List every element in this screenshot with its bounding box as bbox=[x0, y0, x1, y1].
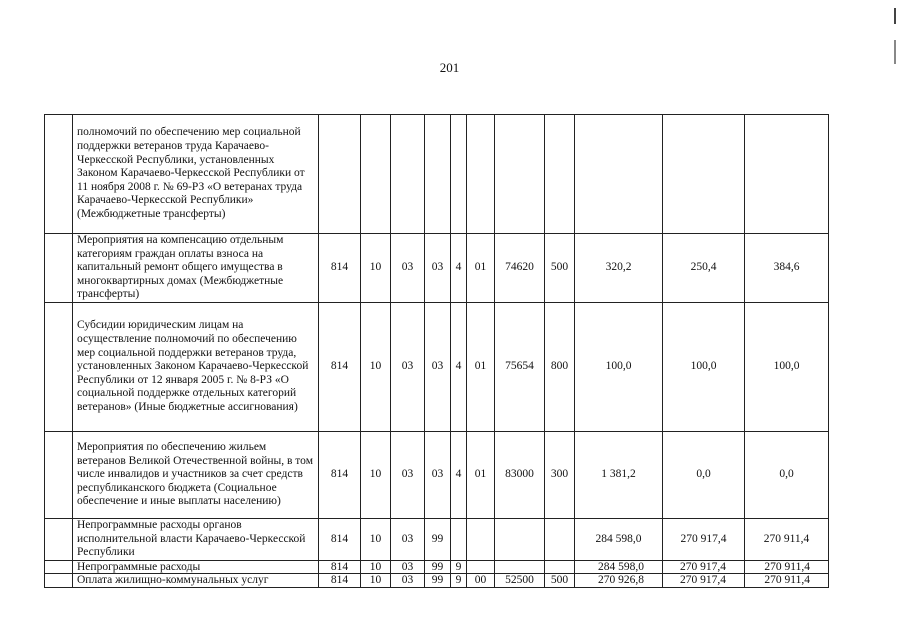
code-ministry: 814 bbox=[319, 234, 361, 303]
code-expense-type: 300 bbox=[545, 432, 575, 519]
amount-year-3: 0,0 bbox=[745, 432, 829, 519]
amount-year-2: 0,0 bbox=[663, 432, 745, 519]
code-expense-type bbox=[545, 560, 575, 573]
amount-year-3: 384,6 bbox=[745, 234, 829, 303]
table-row bbox=[45, 519, 829, 561]
row-name: Мероприятия по обеспечению жильем ветеранов Великой Отечественной войны, в том числе инвалидов и участников за счет средств республиканского бюджета (Социальное обеспечение и иные выплаты населению) bbox=[73, 432, 319, 519]
row-number-cell bbox=[45, 432, 73, 519]
table-row bbox=[45, 560, 829, 573]
code-event: 01 bbox=[467, 432, 495, 519]
row-name: Мероприятия на компенсацию отдельным категориям граждан оплаты взноса на капитальный ремонт общего имущества в многоквартирных домах (Межбюджетные трансферты) bbox=[73, 234, 319, 303]
code-event bbox=[467, 560, 495, 573]
code-section: 10 bbox=[361, 234, 391, 303]
table-row bbox=[45, 115, 829, 234]
code-section: 10 bbox=[361, 432, 391, 519]
amount-year-1 bbox=[575, 115, 663, 234]
code-section bbox=[361, 115, 391, 234]
code-direction: 75654 bbox=[495, 303, 545, 432]
row-number-cell bbox=[45, 303, 73, 432]
scan-artifact bbox=[894, 40, 896, 64]
code-program bbox=[425, 115, 451, 234]
amount-year-2: 250,4 bbox=[663, 234, 745, 303]
code-expense-type: 800 bbox=[545, 303, 575, 432]
code-expense-type bbox=[545, 115, 575, 234]
code-direction bbox=[495, 519, 545, 561]
code-subprogram bbox=[451, 519, 467, 561]
code-event bbox=[467, 519, 495, 561]
code-subprogram: 9 bbox=[451, 560, 467, 573]
code-subsection bbox=[391, 115, 425, 234]
table-row bbox=[45, 573, 829, 587]
code-subprogram: 4 bbox=[451, 303, 467, 432]
code-subprogram: 4 bbox=[451, 432, 467, 519]
code-program: 03 bbox=[425, 234, 451, 303]
amount-year-3 bbox=[745, 115, 829, 234]
code-ministry: 814 bbox=[319, 573, 361, 587]
code-ministry: 814 bbox=[319, 432, 361, 519]
code-section: 10 bbox=[361, 303, 391, 432]
code-ministry: 814 bbox=[319, 519, 361, 561]
amount-year-1: 284 598,0 bbox=[575, 560, 663, 573]
code-expense-type bbox=[545, 519, 575, 561]
table-row bbox=[45, 234, 829, 303]
code-direction bbox=[495, 560, 545, 573]
page-number: 201 bbox=[439, 60, 460, 75]
code-program: 03 bbox=[425, 432, 451, 519]
amount-year-3: 270 911,4 bbox=[745, 573, 829, 587]
amount-year-2: 270 917,4 bbox=[663, 573, 745, 587]
amount-year-3: 100,0 bbox=[745, 303, 829, 432]
row-number-cell bbox=[45, 560, 73, 573]
code-ministry: 814 bbox=[319, 560, 361, 573]
code-program: 99 bbox=[425, 573, 451, 587]
code-direction: 74620 bbox=[495, 234, 545, 303]
code-program: 03 bbox=[425, 303, 451, 432]
code-subsection: 03 bbox=[391, 234, 425, 303]
row-number-cell bbox=[45, 519, 73, 561]
code-event: 00 bbox=[467, 573, 495, 587]
row-number-cell bbox=[45, 573, 73, 587]
budget-table bbox=[44, 114, 829, 588]
row-name: Непрограммные расходы bbox=[73, 560, 319, 573]
code-direction bbox=[495, 115, 545, 234]
table-row bbox=[45, 303, 829, 432]
code-subprogram: 9 bbox=[451, 573, 467, 587]
code-subsection: 03 bbox=[391, 573, 425, 587]
amount-year-1: 100,0 bbox=[575, 303, 663, 432]
code-expense-type: 500 bbox=[545, 573, 575, 587]
amount-year-1: 284 598,0 bbox=[575, 519, 663, 561]
code-subprogram bbox=[451, 115, 467, 234]
amount-year-1: 1 381,2 bbox=[575, 432, 663, 519]
code-subsection: 03 bbox=[391, 303, 425, 432]
scan-artifact bbox=[894, 8, 896, 24]
code-subsection: 03 bbox=[391, 560, 425, 573]
code-event bbox=[467, 115, 495, 234]
row-name: Оплата жилищно-коммунальных услуг bbox=[73, 573, 319, 587]
code-direction: 52500 bbox=[495, 573, 545, 587]
amount-year-2: 100,0 bbox=[663, 303, 745, 432]
row-number-cell bbox=[45, 234, 73, 303]
row-name: Непрограммные расходы органов исполнительной власти Карачаево-Черкесской Республики bbox=[73, 519, 319, 561]
amount-year-2 bbox=[663, 115, 745, 234]
code-event: 01 bbox=[467, 234, 495, 303]
code-direction: 83000 bbox=[495, 432, 545, 519]
code-subprogram: 4 bbox=[451, 234, 467, 303]
code-section: 10 bbox=[361, 560, 391, 573]
amount-year-2: 270 917,4 bbox=[663, 560, 745, 573]
code-section: 10 bbox=[361, 573, 391, 587]
code-event: 01 bbox=[467, 303, 495, 432]
code-ministry bbox=[319, 115, 361, 234]
row-name: полномочий по обеспечению мер социальной поддержки ветеранов труда Карачаево-Черкесской Республики, установленных Законом Карачаево-Черкесской Республики от 11 ноября 2008 г. № 69-РЗ «О ветеранах труда Карачаево-Черкесской Республики» (Межбюджетные трансферты) bbox=[73, 115, 319, 234]
amount-year-1: 320,2 bbox=[575, 234, 663, 303]
amount-year-2: 270 917,4 bbox=[663, 519, 745, 561]
row-name: Субсидии юридическим лицам на осуществление полномочий по обеспечению мер социальной поддержки ветеранов труда, установленных Законом Карачаево-Черкесской Республики от 12 января 2005 г. № 8-РЗ «О социальной поддержке отдельных категорий ветеранов» (Иные бюджетные ассигнования) bbox=[73, 303, 319, 432]
code-program: 99 bbox=[425, 519, 451, 561]
code-program: 99 bbox=[425, 560, 451, 573]
amount-year-3: 270 911,4 bbox=[745, 519, 829, 561]
code-expense-type: 500 bbox=[545, 234, 575, 303]
code-subsection: 03 bbox=[391, 519, 425, 561]
amount-year-1: 270 926,8 bbox=[575, 573, 663, 587]
amount-year-3: 270 911,4 bbox=[745, 560, 829, 573]
table-row bbox=[45, 432, 829, 519]
row-number-cell bbox=[45, 115, 73, 234]
code-section: 10 bbox=[361, 519, 391, 561]
code-subsection: 03 bbox=[391, 432, 425, 519]
code-ministry: 814 bbox=[319, 303, 361, 432]
